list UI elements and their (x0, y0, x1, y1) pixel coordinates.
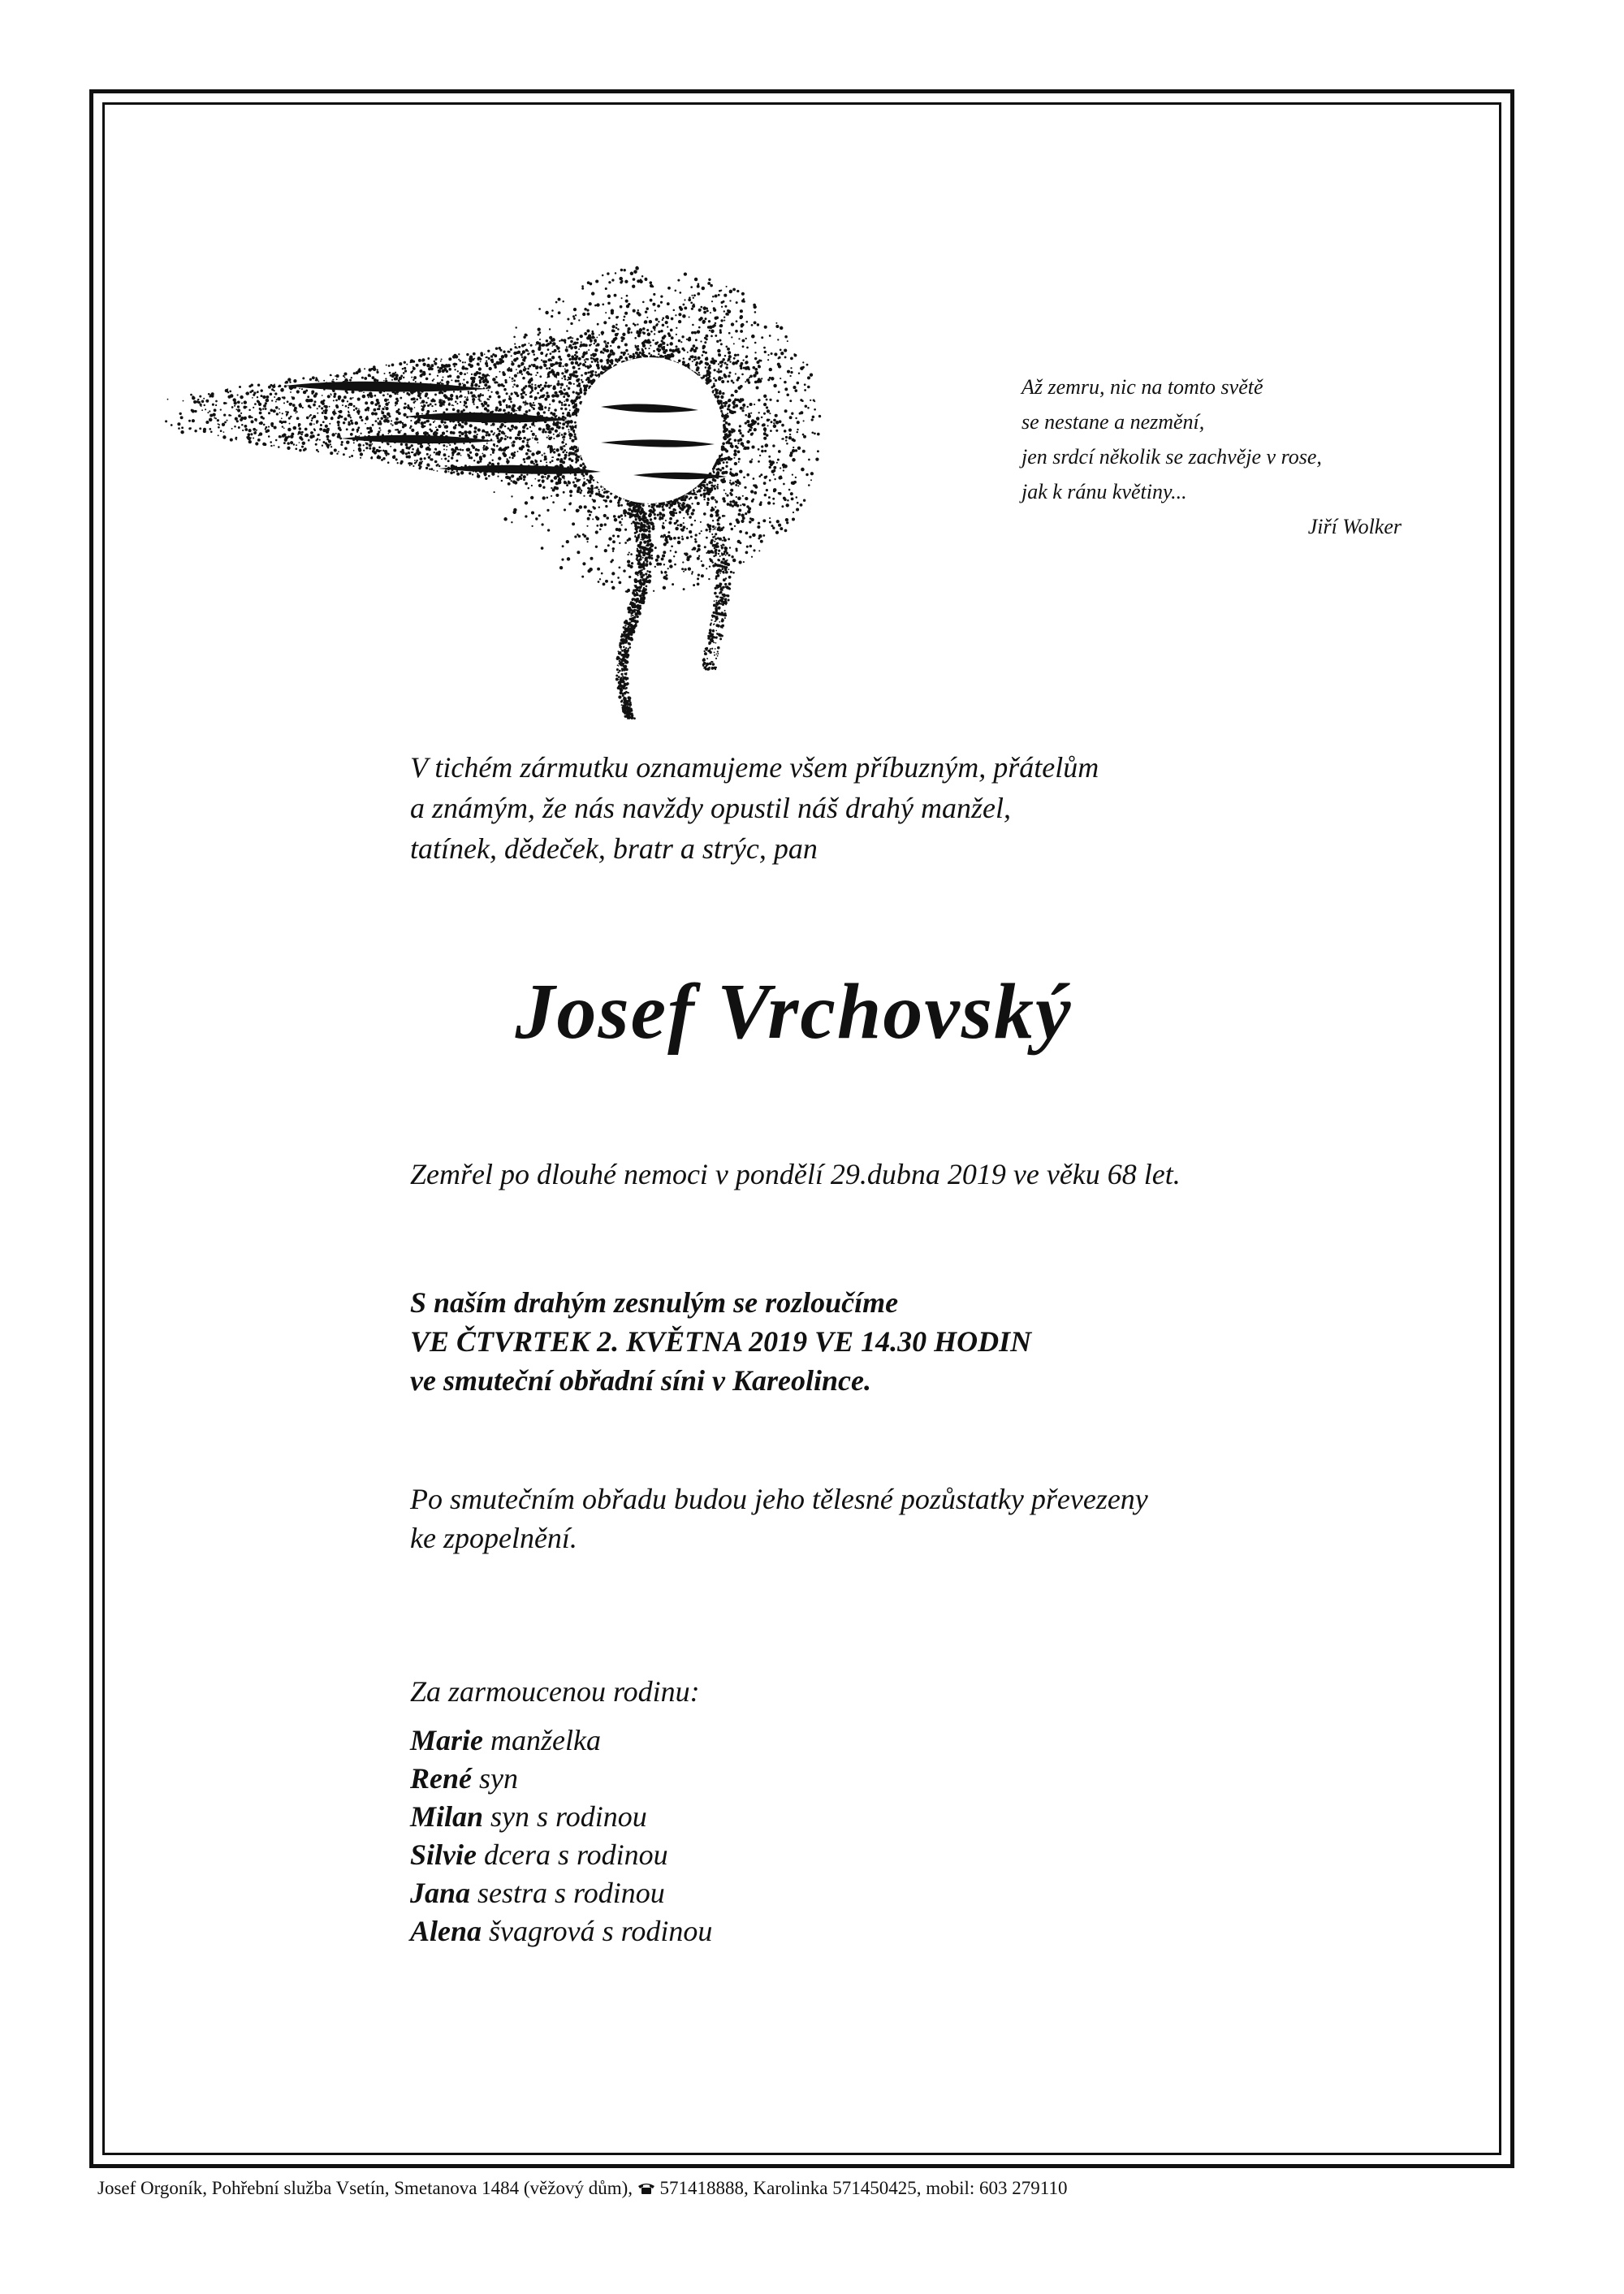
after-line: Po smutečním obřadu budou jeho tělesné pozůstatky převezeny (410, 1483, 1148, 1515)
member-relation: manželka (490, 1724, 601, 1756)
member-name: René (410, 1762, 472, 1795)
funeral-details (410, 1283, 1031, 1400)
intro-line: tatínek, dědeček, bratr a strýc, pan (410, 832, 818, 865)
footer-company: Josef Orgoník, Pohřební služba Vsetín, Smetanova 1484 (věžový dům), (97, 2178, 633, 2198)
family-list (410, 1722, 712, 1951)
poem-author: Jiří Wolker (1307, 515, 1402, 538)
phone-icon (637, 2182, 655, 2195)
member-name: Jana (410, 1877, 471, 1909)
member-relation: švagrová s rodinou (489, 1915, 713, 1947)
member-relation: syn (479, 1762, 518, 1795)
deceased-name: Josef Vrchovský (515, 968, 1073, 1056)
footer (97, 2178, 1527, 2199)
funeral-line: S naším drahým zesnulým se rozloučíme (410, 1286, 899, 1319)
list-item (410, 1874, 712, 1912)
after-line: ke zpopelnění. (410, 1522, 577, 1554)
member-name: Alena (410, 1915, 482, 1947)
list-item (410, 1760, 712, 1798)
list-item (410, 1836, 712, 1874)
member-name: Silvie (410, 1838, 477, 1871)
funeral-line: ve smuteční obřadní síni v Kareolince. (410, 1364, 872, 1397)
member-name: Marie (410, 1724, 483, 1756)
poem (1021, 369, 1444, 544)
after-ceremony (410, 1480, 1148, 1557)
footer-phones: 571418888, Karolinka 571450425, mobil: 603 279110 (659, 2178, 1068, 2198)
list-item (410, 1798, 712, 1836)
list-item (410, 1722, 712, 1760)
poem-line: Až zemru, nic na tomto světě (1021, 375, 1263, 399)
poem-line: jak k ránu květiny... (1021, 480, 1187, 503)
member-relation: sestra s rodinou (477, 1877, 665, 1909)
intro-line: a známým, že nás navždy opustil náš drahý manžel, (410, 792, 1011, 824)
member-relation: dcera s rodinou (483, 1838, 668, 1871)
intro-line: V tichém zármutku oznamujeme všem příbuzným, přátelům (410, 751, 1099, 784)
death-notice: Zemřel po dlouhé nemoci v pondělí 29.dubna 2019 ve věku 68 let. (410, 1158, 1181, 1190)
member-relation: syn s rodinou (490, 1800, 647, 1833)
announcement-intro (410, 747, 1099, 869)
moon-ornament-icon (146, 231, 828, 735)
family-heading: Za zarmoucenou rodinu: (410, 1675, 700, 1708)
list-item (410, 1912, 712, 1951)
member-name: Milan (410, 1800, 484, 1833)
poem-line: se nestane a nezmění, (1021, 410, 1205, 434)
poem-line: jen srdcí několik se zachvěje v rose, (1021, 445, 1322, 469)
funeral-line: VE ČTVRTEK 2. KVĚTNA 2019 VE 14.30 HODIN (410, 1325, 1032, 1358)
